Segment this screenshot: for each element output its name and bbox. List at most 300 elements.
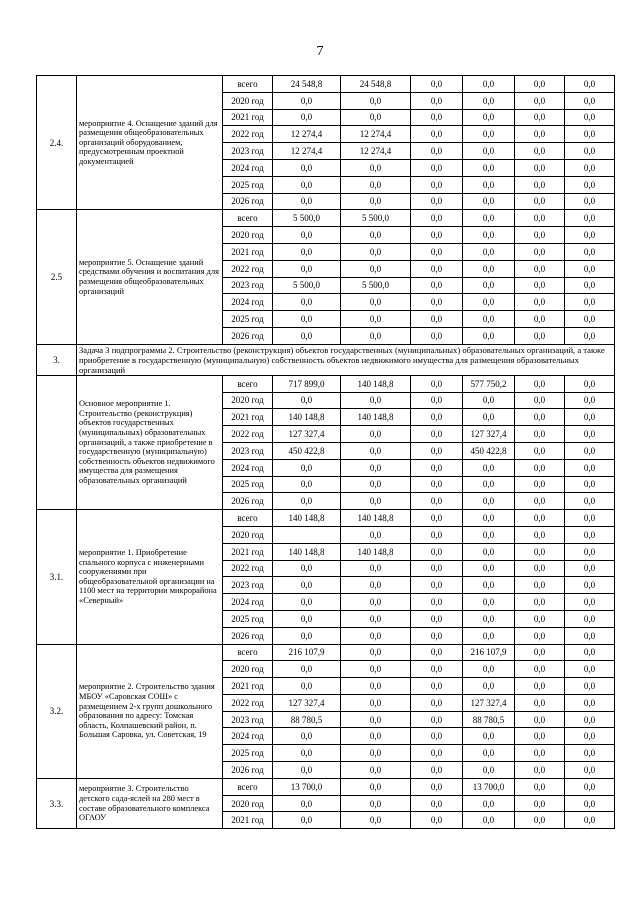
value-cell: 0,0 (273, 176, 341, 193)
year-cell: 2026 год (223, 627, 273, 644)
value-cell: 0,0 (411, 176, 463, 193)
value-cell: 0,0 (565, 459, 615, 476)
value-cell: 0,0 (515, 510, 565, 527)
value-cell: 0,0 (411, 543, 463, 560)
value-cell: 0,0 (411, 277, 463, 294)
value-cell: 0,0 (565, 543, 615, 560)
value-cell: 0,0 (463, 277, 515, 294)
value-cell: 0,0 (273, 577, 341, 594)
activity-name: мероприятие 1. Приобретение спального корпуса с инженерными сооружениями при общеобразовательной организации на 1100 мест на территории микрорайона «Северный» (77, 510, 223, 644)
value-cell: 0,0 (341, 812, 411, 829)
value-cell: 0,0 (463, 728, 515, 745)
value-cell: 0,0 (341, 294, 411, 311)
value-cell: 0,0 (341, 459, 411, 476)
row-number: 3. (37, 344, 77, 375)
value-cell: 0,0 (463, 812, 515, 829)
value-cell: 0,0 (463, 409, 515, 426)
value-cell: 5 500,0 (341, 210, 411, 227)
year-cell: 2021 год (223, 543, 273, 560)
value-cell: 216 107,9 (273, 644, 341, 661)
value-cell: 0,0 (565, 76, 615, 93)
value-cell: 0,0 (565, 812, 615, 829)
value-cell: 127 327,4 (463, 694, 515, 711)
value-cell: 0,0 (411, 728, 463, 745)
value-cell: 717 899,0 (273, 375, 341, 392)
value-cell: 0,0 (411, 442, 463, 459)
value-cell: 0,0 (463, 762, 515, 779)
value-cell: 0,0 (515, 577, 565, 594)
value-cell: 0,0 (565, 510, 615, 527)
year-cell: 2022 год (223, 126, 273, 143)
value-cell: 0,0 (463, 476, 515, 493)
value-cell: 0,0 (515, 260, 565, 277)
table-row (37, 375, 615, 392)
value-cell: 0,0 (515, 627, 565, 644)
value-cell: 216 107,9 (463, 644, 515, 661)
value-cell: 0,0 (463, 159, 515, 176)
value-cell: 0,0 (515, 694, 565, 711)
value-cell: 0,0 (463, 510, 515, 527)
year-cell: 2023 год (223, 442, 273, 459)
value-cell: 140 148,8 (273, 409, 341, 426)
value-cell: 88 780,5 (273, 711, 341, 728)
value-cell: 0,0 (515, 375, 565, 392)
row-number: 3.1. (37, 510, 77, 644)
value-cell: 0,0 (515, 678, 565, 695)
value-cell: 0,0 (341, 728, 411, 745)
value-cell: 0,0 (273, 159, 341, 176)
value-cell: 0,0 (273, 243, 341, 260)
value-cell: 0,0 (463, 745, 515, 762)
value-cell: 0,0 (565, 442, 615, 459)
value-cell: 0,0 (515, 442, 565, 459)
value-cell: 127 327,4 (273, 426, 341, 443)
value-cell: 0,0 (463, 594, 515, 611)
value-cell: 0,0 (411, 711, 463, 728)
value-cell: 0,0 (565, 627, 615, 644)
value-cell: 0,0 (411, 76, 463, 93)
value-cell: 0,0 (341, 627, 411, 644)
year-cell: 2025 год (223, 476, 273, 493)
table-row (37, 778, 615, 795)
value-cell: 0,0 (341, 193, 411, 210)
year-cell: 2020 год (223, 526, 273, 543)
row-number (37, 375, 77, 509)
value-cell: 5 500,0 (273, 277, 341, 294)
value-cell: 0,0 (341, 610, 411, 627)
value-cell: 0,0 (463, 92, 515, 109)
year-cell: всего (223, 778, 273, 795)
value-cell: 0,0 (273, 762, 341, 779)
value-cell: 0,0 (411, 610, 463, 627)
value-cell: 0,0 (341, 762, 411, 779)
value-cell: 0,0 (411, 392, 463, 409)
value-cell: 0,0 (565, 610, 615, 627)
value-cell: 0,0 (515, 459, 565, 476)
value-cell: 0,0 (515, 711, 565, 728)
value-cell: 0,0 (565, 327, 615, 344)
value-cell: 0,0 (273, 227, 341, 244)
value-cell: 0,0 (463, 210, 515, 227)
value-cell: 0,0 (341, 227, 411, 244)
year-cell: 2023 год (223, 277, 273, 294)
year-cell: 2026 год (223, 193, 273, 210)
value-cell: 0,0 (565, 577, 615, 594)
year-cell: всего (223, 210, 273, 227)
value-cell: 0,0 (411, 560, 463, 577)
value-cell: 0,0 (273, 594, 341, 611)
value-cell: 0,0 (565, 409, 615, 426)
row-number: 3.3. (37, 778, 77, 828)
value-cell: 0,0 (341, 778, 411, 795)
value-cell: 0,0 (411, 260, 463, 277)
financing-table (36, 75, 615, 829)
value-cell: 0,0 (463, 260, 515, 277)
value-cell: 12 274,4 (273, 143, 341, 160)
value-cell: 140 148,8 (341, 375, 411, 392)
value-cell: 0,0 (273, 560, 341, 577)
value-cell: 12 274,4 (273, 126, 341, 143)
value-cell: 88 780,5 (463, 711, 515, 728)
value-cell: 0,0 (411, 510, 463, 527)
value-cell: 0,0 (565, 493, 615, 510)
value-cell: 0,0 (515, 227, 565, 244)
value-cell: 0,0 (515, 143, 565, 160)
value-cell: 0,0 (565, 260, 615, 277)
value-cell: 0,0 (411, 243, 463, 260)
value-cell: 0,0 (341, 392, 411, 409)
value-cell: 0,0 (341, 526, 411, 543)
value-cell: 0,0 (411, 577, 463, 594)
value-cell: 0,0 (463, 560, 515, 577)
value-cell: 0,0 (515, 795, 565, 812)
value-cell: 0,0 (565, 375, 615, 392)
value-cell: 0,0 (565, 644, 615, 661)
value-cell: 0,0 (565, 745, 615, 762)
table-row (37, 76, 615, 93)
year-cell: 2026 год (223, 493, 273, 510)
value-cell: 0,0 (411, 812, 463, 829)
value-cell: 0,0 (463, 294, 515, 311)
year-cell: 2024 год (223, 459, 273, 476)
value-cell: 0,0 (411, 159, 463, 176)
year-cell: 2020 год (223, 795, 273, 812)
value-cell: 0,0 (565, 109, 615, 126)
value-cell: 0,0 (565, 711, 615, 728)
value-cell: 0,0 (411, 375, 463, 392)
value-cell: 0,0 (341, 176, 411, 193)
value-cell: 0,0 (411, 426, 463, 443)
value-cell: 0,0 (341, 745, 411, 762)
value-cell: 0,0 (463, 311, 515, 328)
value-cell: 0,0 (341, 311, 411, 328)
table-row (37, 510, 615, 527)
value-cell: 140 148,8 (273, 510, 341, 527)
value-cell: 0,0 (565, 762, 615, 779)
value-cell: 0,0 (341, 795, 411, 812)
value-cell: 450 422,8 (273, 442, 341, 459)
value-cell: 0,0 (411, 126, 463, 143)
value-cell: 0,0 (565, 778, 615, 795)
activity-name: Основное мероприятие 1. Строительство (реконструкция) объектов государственных (муниципальных) образовательных организаций, а также приобретение в государственную (муниципальную) собственность объектов недвижимого имущества для размещения образовательных организаций (77, 375, 223, 509)
value-cell: 0,0 (515, 476, 565, 493)
value-cell: 0,0 (341, 260, 411, 277)
row-number: 2.5 (37, 210, 77, 344)
value-cell: 24 548,8 (273, 76, 341, 93)
year-cell: 2020 год (223, 227, 273, 244)
value-cell: 13 700,0 (463, 778, 515, 795)
year-cell: 2020 год (223, 661, 273, 678)
value-cell: 0,0 (273, 327, 341, 344)
value-cell: 0,0 (565, 176, 615, 193)
value-cell: 0,0 (341, 577, 411, 594)
year-cell: 2020 год (223, 92, 273, 109)
value-cell: 0,0 (273, 627, 341, 644)
value-cell: 0,0 (411, 627, 463, 644)
value-cell: 0,0 (273, 728, 341, 745)
value-cell: 0,0 (341, 711, 411, 728)
value-cell: 0,0 (341, 644, 411, 661)
value-cell: 0,0 (341, 442, 411, 459)
table-row (37, 644, 615, 661)
value-cell: 0,0 (463, 627, 515, 644)
value-cell: 0,0 (515, 594, 565, 611)
value-cell: 0,0 (515, 644, 565, 661)
value-cell: 0,0 (515, 193, 565, 210)
activity-name: мероприятие 2. Строительство здания МБОУ «Саровская СОШ» с размещением 2-х групп дошкольного образования по адресу: Томская область, Колпашевский район, п. Большая Саровка, ул. Советская, 19 (77, 644, 223, 778)
year-cell: 2026 год (223, 762, 273, 779)
year-cell: всего (223, 510, 273, 527)
value-cell: 0,0 (273, 476, 341, 493)
value-cell: 0,0 (565, 392, 615, 409)
value-cell: 0,0 (411, 778, 463, 795)
value-cell: 127 327,4 (273, 694, 341, 711)
value-cell: 0,0 (411, 694, 463, 711)
value-cell: 0,0 (411, 327, 463, 344)
year-cell: 2026 год (223, 327, 273, 344)
year-cell: 2020 год (223, 392, 273, 409)
value-cell: 0,0 (515, 392, 565, 409)
value-cell: 0,0 (273, 493, 341, 510)
value-cell: 0,0 (463, 143, 515, 160)
value-cell: 0,0 (463, 543, 515, 560)
value-cell: 0,0 (341, 678, 411, 695)
value-cell: 0,0 (515, 294, 565, 311)
value-cell: 0,0 (273, 795, 341, 812)
value-cell: 0,0 (273, 610, 341, 627)
value-cell: 0,0 (411, 795, 463, 812)
value-cell: 127 327,4 (463, 426, 515, 443)
value-cell: 0,0 (565, 661, 615, 678)
year-cell: 2021 год (223, 243, 273, 260)
value-cell: 0,0 (341, 661, 411, 678)
value-cell: 0,0 (411, 92, 463, 109)
value-cell: 0,0 (463, 176, 515, 193)
value-cell: 0,0 (565, 728, 615, 745)
value-cell: 0,0 (463, 126, 515, 143)
activity-name: мероприятие 4. Оснащение зданий для размещения общеобразовательных организаций оборудованием, предусмотренным проектной документацией (77, 76, 223, 210)
value-cell: 24 548,8 (341, 76, 411, 93)
value-cell: 0,0 (273, 459, 341, 476)
value-cell: 0,0 (565, 126, 615, 143)
value-cell: 0,0 (341, 159, 411, 176)
year-cell: всего (223, 375, 273, 392)
value-cell: 0,0 (515, 493, 565, 510)
value-cell: 140 148,8 (273, 543, 341, 560)
value-cell: 0,0 (341, 92, 411, 109)
table-row (37, 210, 615, 227)
value-cell: 0,0 (515, 610, 565, 627)
value-cell: 0,0 (565, 311, 615, 328)
value-cell: 0,0 (411, 459, 463, 476)
value-cell: 0,0 (411, 745, 463, 762)
value-cell: 0,0 (515, 176, 565, 193)
value-cell: 0,0 (565, 159, 615, 176)
year-cell: 2024 год (223, 594, 273, 611)
value-cell: 140 148,8 (341, 409, 411, 426)
value-cell: 0,0 (565, 476, 615, 493)
year-cell: 2022 год (223, 694, 273, 711)
year-cell: 2025 год (223, 610, 273, 627)
year-cell: 2024 год (223, 294, 273, 311)
year-cell: 2021 год (223, 409, 273, 426)
value-cell: 0,0 (341, 109, 411, 126)
value-cell: 0,0 (411, 594, 463, 611)
value-cell: 0,0 (273, 661, 341, 678)
row-number: 2.4. (37, 76, 77, 210)
value-cell: 0,0 (411, 678, 463, 695)
value-cell: 13 700,0 (273, 778, 341, 795)
value-cell: 0,0 (411, 193, 463, 210)
value-cell: 0,0 (411, 762, 463, 779)
value-cell: 0,0 (515, 728, 565, 745)
value-cell: 0,0 (273, 193, 341, 210)
value-cell: 0,0 (565, 426, 615, 443)
value-cell: 0,0 (463, 661, 515, 678)
value-cell: 0,0 (273, 109, 341, 126)
value-cell: 0,0 (463, 76, 515, 93)
value-cell: 0,0 (565, 294, 615, 311)
value-cell: 5 500,0 (273, 210, 341, 227)
value-cell: 0,0 (273, 92, 341, 109)
value-cell: 0,0 (411, 311, 463, 328)
value-cell: 0,0 (341, 594, 411, 611)
value-cell: 0,0 (565, 694, 615, 711)
value-cell: 0,0 (515, 409, 565, 426)
value-cell: 450 422,8 (463, 442, 515, 459)
year-cell: 2022 год (223, 426, 273, 443)
year-cell: 2025 год (223, 176, 273, 193)
value-cell: 0,0 (515, 661, 565, 678)
year-cell: всего (223, 644, 273, 661)
value-cell: 0,0 (273, 812, 341, 829)
value-cell: 0,0 (515, 76, 565, 93)
value-cell: 0,0 (515, 762, 565, 779)
activity-name: мероприятие 3. Строительство детского сада-яслей на 280 мест в составе образовательного комплекса ОГАОУ (77, 778, 223, 828)
year-cell: 2024 год (223, 159, 273, 176)
year-cell: 2021 год (223, 678, 273, 695)
value-cell: 140 148,8 (341, 543, 411, 560)
value-cell: 0,0 (515, 745, 565, 762)
value-cell: 0,0 (463, 392, 515, 409)
year-cell: 2025 год (223, 311, 273, 328)
value-cell: 0,0 (463, 109, 515, 126)
value-cell: 0,0 (341, 560, 411, 577)
value-cell: 0,0 (463, 678, 515, 695)
value-cell: 140 148,8 (341, 510, 411, 527)
year-cell: всего (223, 76, 273, 93)
value-cell: 0,0 (273, 392, 341, 409)
value-cell: 0,0 (463, 795, 515, 812)
value-cell: 0,0 (515, 159, 565, 176)
value-cell: 0,0 (463, 193, 515, 210)
value-cell: 0,0 (341, 426, 411, 443)
value-cell: 0,0 (463, 227, 515, 244)
year-cell: 2023 год (223, 711, 273, 728)
value-cell: 0,0 (515, 277, 565, 294)
value-cell: 0,0 (515, 92, 565, 109)
value-cell: 0,0 (463, 526, 515, 543)
value-cell: 0,0 (463, 610, 515, 627)
value-cell: 0,0 (463, 327, 515, 344)
value-cell: 0,0 (273, 745, 341, 762)
page-number: 7 (316, 44, 324, 59)
value-cell: 0,0 (463, 243, 515, 260)
value-cell: 0,0 (411, 526, 463, 543)
row-number: 3.2. (37, 644, 77, 778)
value-cell: 0,0 (341, 476, 411, 493)
value-cell: 0,0 (463, 577, 515, 594)
value-cell: 0,0 (515, 778, 565, 795)
value-cell: 0,0 (411, 644, 463, 661)
year-cell: 2021 год (223, 812, 273, 829)
value-cell: 0,0 (341, 243, 411, 260)
value-cell: 0,0 (515, 109, 565, 126)
value-cell: 0,0 (515, 543, 565, 560)
value-cell: 0,0 (273, 678, 341, 695)
year-cell: 2022 год (223, 260, 273, 277)
value-cell: 0,0 (515, 327, 565, 344)
value-cell: 0,0 (411, 210, 463, 227)
value-cell: 0,0 (515, 210, 565, 227)
value-cell: 0,0 (411, 294, 463, 311)
value-cell: 0,0 (565, 193, 615, 210)
value-cell: 0,0 (515, 243, 565, 260)
value-cell: 577 750,2 (463, 375, 515, 392)
value-cell: 0,0 (565, 678, 615, 695)
value-cell: 0,0 (273, 311, 341, 328)
year-cell: 2023 год (223, 577, 273, 594)
value-cell: 0,0 (341, 327, 411, 344)
value-cell: 0,0 (341, 493, 411, 510)
value-cell: 0,0 (515, 311, 565, 328)
value-cell: 0,0 (565, 92, 615, 109)
value-cell: 0,0 (565, 210, 615, 227)
value-cell: 0,0 (565, 795, 615, 812)
year-cell: 2023 год (223, 143, 273, 160)
value-cell: 0,0 (565, 227, 615, 244)
value-cell: 0,0 (565, 277, 615, 294)
value-cell: 0,0 (341, 694, 411, 711)
value-cell: 12 274,4 (341, 126, 411, 143)
task-row (37, 344, 615, 375)
value-cell: 0,0 (411, 476, 463, 493)
value-cell: 0,0 (463, 493, 515, 510)
value-cell: 0,0 (565, 143, 615, 160)
value-cell: 0,0 (515, 526, 565, 543)
value-cell: 0,0 (565, 594, 615, 611)
value-cell: 0,0 (515, 426, 565, 443)
